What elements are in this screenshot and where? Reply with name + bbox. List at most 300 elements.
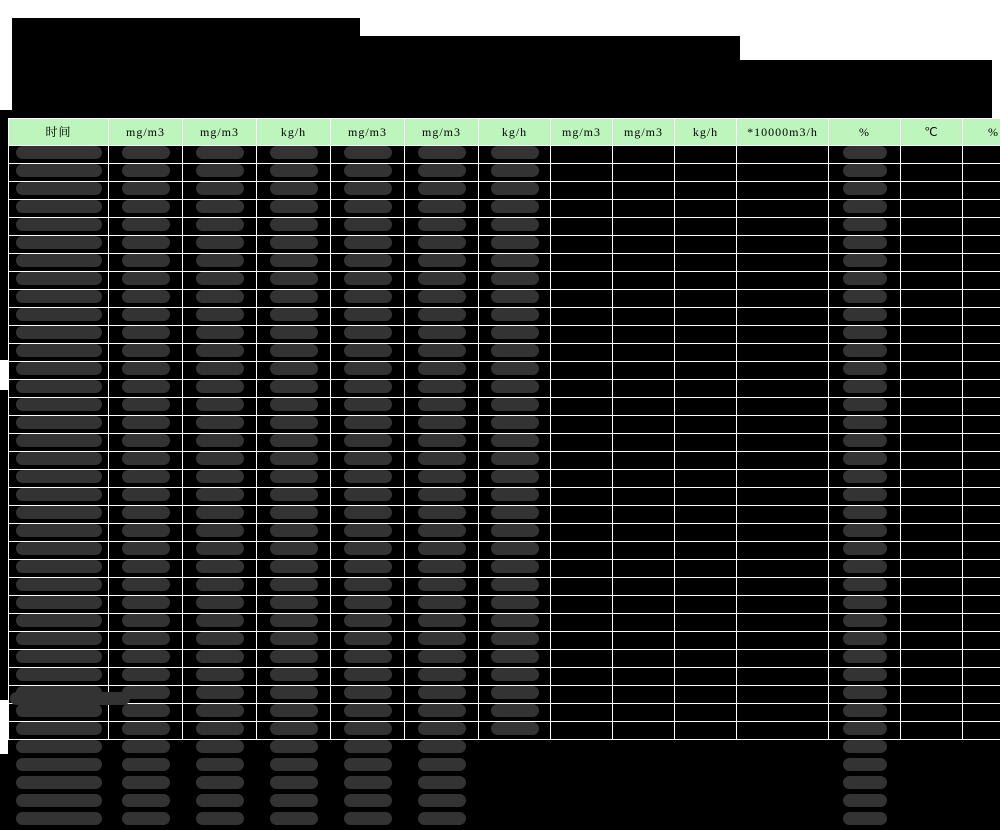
table-cell <box>405 272 479 290</box>
table-cell <box>405 398 479 416</box>
table-cell <box>901 344 963 362</box>
table-cell <box>963 704 1000 722</box>
table-cell <box>331 164 405 182</box>
redacted-value <box>843 326 887 339</box>
redacted-value <box>843 434 887 447</box>
table-row <box>9 470 1000 488</box>
redacted-value <box>418 164 466 177</box>
table-cell <box>183 560 257 578</box>
table-cell <box>613 506 675 524</box>
table-cell <box>109 506 183 524</box>
redacted-value <box>122 542 170 555</box>
table-cell <box>405 794 479 812</box>
table-cell <box>331 776 405 794</box>
redacted-value <box>418 254 466 267</box>
table-cell <box>9 722 109 740</box>
table-cell <box>479 632 551 650</box>
table-cell <box>9 254 109 272</box>
table-cell <box>737 236 829 254</box>
table-cell <box>405 470 479 488</box>
redacted-value <box>491 326 539 339</box>
table-cell <box>109 416 183 434</box>
table-cell <box>613 632 675 650</box>
table-row <box>9 686 1000 704</box>
redacted-value <box>122 632 170 645</box>
table-cell <box>901 254 963 272</box>
table-cell <box>109 362 183 380</box>
table-cell <box>9 416 109 434</box>
table-cell <box>331 272 405 290</box>
table-row <box>9 254 1000 272</box>
table-cell <box>737 146 829 164</box>
table-cell <box>613 308 675 326</box>
table-cell <box>109 596 183 614</box>
table-cell <box>829 668 901 686</box>
table-cell <box>9 200 109 218</box>
table-cell <box>405 758 479 776</box>
table-cell <box>257 272 331 290</box>
table-cell <box>613 812 675 830</box>
redacted-value <box>196 434 244 447</box>
table-cell <box>737 254 829 272</box>
table-cell <box>257 524 331 542</box>
table-cell <box>737 344 829 362</box>
redacted-value <box>843 182 887 195</box>
table-cell <box>257 200 331 218</box>
redacted-value <box>16 596 102 609</box>
redacted-value <box>16 650 102 663</box>
table-cell <box>901 560 963 578</box>
redacted-value <box>270 236 318 249</box>
table-cell <box>613 524 675 542</box>
table-cell <box>963 290 1000 308</box>
table-cell <box>963 614 1000 632</box>
redacted-value <box>418 686 466 699</box>
redacted-value <box>344 704 392 717</box>
table-cell <box>109 794 183 812</box>
redacted-value <box>418 308 466 321</box>
redacted-value <box>122 236 170 249</box>
table-cell <box>829 740 901 758</box>
redacted-value <box>270 416 318 429</box>
redacted-value <box>344 560 392 573</box>
redacted-value <box>270 344 318 357</box>
table-cell <box>257 560 331 578</box>
redacted-value <box>344 326 392 339</box>
redacted-value <box>491 164 539 177</box>
table-cell <box>963 596 1000 614</box>
table-cell <box>613 380 675 398</box>
table-cell <box>963 722 1000 740</box>
table-cell <box>551 308 613 326</box>
redacted-value <box>491 668 539 681</box>
table-cell <box>901 398 963 416</box>
table-cell <box>9 596 109 614</box>
table-cell <box>479 740 551 758</box>
table-cell <box>551 614 613 632</box>
redacted-value <box>122 776 170 789</box>
table-cell <box>675 488 737 506</box>
table-cell <box>901 308 963 326</box>
table-row <box>9 524 1000 542</box>
table-cell <box>9 308 109 326</box>
table-cell <box>183 704 257 722</box>
table-cell <box>613 650 675 668</box>
table-cell <box>613 326 675 344</box>
redacted-value <box>196 488 244 501</box>
table-cell <box>405 740 479 758</box>
table-cell <box>737 452 829 470</box>
redacted-value <box>270 362 318 375</box>
table-cell <box>183 506 257 524</box>
redacted-value <box>196 452 244 465</box>
redacted-value <box>16 344 102 357</box>
table-cell <box>613 722 675 740</box>
table-cell <box>901 236 963 254</box>
redacted-value <box>122 596 170 609</box>
table-cell <box>257 344 331 362</box>
redacted-value <box>843 146 887 159</box>
redacted-value <box>843 290 887 303</box>
table-cell <box>479 758 551 776</box>
redacted-value <box>270 434 318 447</box>
redacted-value <box>270 776 318 789</box>
redacted-value <box>843 470 887 483</box>
redacted-value <box>16 182 102 195</box>
table-row <box>9 272 1000 290</box>
table-cell <box>257 254 331 272</box>
table-cell <box>613 452 675 470</box>
table-cell <box>331 146 405 164</box>
redacted-value <box>843 398 887 411</box>
table-cell <box>675 146 737 164</box>
table-cell <box>901 632 963 650</box>
table-cell <box>9 272 109 290</box>
table-cell <box>829 722 901 740</box>
table-cell <box>109 524 183 542</box>
table-cell <box>675 344 737 362</box>
table-cell <box>109 614 183 632</box>
table-cell <box>331 290 405 308</box>
redacted-value <box>491 596 539 609</box>
table-cell <box>183 524 257 542</box>
table-cell <box>331 488 405 506</box>
table-cell <box>9 182 109 200</box>
table-cell <box>331 524 405 542</box>
table-cell <box>737 182 829 200</box>
table-cell <box>331 740 405 758</box>
table-cell <box>109 182 183 200</box>
table-row <box>9 326 1000 344</box>
table-cell <box>183 776 257 794</box>
table-cell <box>405 416 479 434</box>
table-cell <box>963 578 1000 596</box>
table-cell <box>479 542 551 560</box>
table-cell <box>257 650 331 668</box>
table-cell <box>737 650 829 668</box>
redacted-value <box>418 182 466 195</box>
redacted-value <box>491 614 539 627</box>
table-cell <box>829 470 901 488</box>
table-cell <box>675 164 737 182</box>
redacted-value <box>843 200 887 213</box>
table-cell <box>109 434 183 452</box>
table-cell <box>963 524 1000 542</box>
table-cell <box>109 200 183 218</box>
unit-header-cell: *10000m3/h <box>737 119 829 146</box>
table-row <box>9 560 1000 578</box>
redacted-value <box>196 146 244 159</box>
redacted-value <box>418 380 466 393</box>
redacted-value <box>196 398 244 411</box>
table-cell <box>405 704 479 722</box>
table-cell <box>963 668 1000 686</box>
redacted-value <box>270 578 318 591</box>
table-cell <box>331 614 405 632</box>
table-cell <box>551 416 613 434</box>
table-cell <box>675 542 737 560</box>
table-cell <box>183 398 257 416</box>
table-cell <box>737 200 829 218</box>
redacted-value <box>16 542 102 555</box>
redacted-value <box>122 794 170 807</box>
table-cell <box>551 758 613 776</box>
redacted-value <box>122 668 170 681</box>
table-cell <box>829 488 901 506</box>
table-cell <box>901 452 963 470</box>
table-cell <box>257 452 331 470</box>
table-cell <box>257 668 331 686</box>
redacted-value <box>122 182 170 195</box>
table-cell <box>613 434 675 452</box>
table-cell <box>109 668 183 686</box>
table-cell <box>183 578 257 596</box>
table-cell <box>829 236 901 254</box>
table-cell <box>405 434 479 452</box>
table-row <box>9 542 1000 560</box>
redacted-value <box>418 722 466 735</box>
table-cell <box>479 362 551 380</box>
table-cell <box>9 632 109 650</box>
table-row <box>9 164 1000 182</box>
redacted-value <box>344 542 392 555</box>
redacted-value <box>270 812 318 825</box>
table-cell <box>405 164 479 182</box>
redacted-value <box>270 524 318 537</box>
table-cell <box>405 182 479 200</box>
redacted-value <box>843 452 887 465</box>
redacted-value <box>270 794 318 807</box>
redacted-value <box>196 326 244 339</box>
table-cell <box>257 236 331 254</box>
table-cell <box>901 650 963 668</box>
table-cell <box>901 542 963 560</box>
redacted-value <box>843 344 887 357</box>
table-cell <box>613 758 675 776</box>
redacted-value <box>196 218 244 231</box>
table-cell <box>331 668 405 686</box>
table-cell <box>183 146 257 164</box>
redacted-value <box>270 668 318 681</box>
table-row <box>9 650 1000 668</box>
table-cell <box>9 398 109 416</box>
table-cell <box>963 308 1000 326</box>
redacted-value <box>418 344 466 357</box>
table-cell <box>551 398 613 416</box>
table-cell <box>331 308 405 326</box>
table-cell <box>257 488 331 506</box>
redacted-value <box>16 164 102 177</box>
table-cell <box>675 254 737 272</box>
table-unit-header-row <box>9 119 1000 146</box>
table-cell <box>405 344 479 362</box>
unit-header-cell: ℃ <box>901 119 963 146</box>
redacted-value <box>418 398 466 411</box>
table-cell <box>479 452 551 470</box>
table-cell <box>613 596 675 614</box>
redacted-value <box>843 362 887 375</box>
redacted-value <box>491 254 539 267</box>
redacted-value <box>491 488 539 501</box>
redacted-value <box>16 704 102 717</box>
table-cell <box>675 362 737 380</box>
table-cell <box>737 632 829 650</box>
redacted-value <box>344 506 392 519</box>
table-cell <box>901 614 963 632</box>
table-cell <box>9 668 109 686</box>
table-cell <box>109 542 183 560</box>
redacted-value <box>843 236 887 249</box>
table-cell <box>331 326 405 344</box>
table-cell <box>551 776 613 794</box>
table-cell <box>479 416 551 434</box>
redacted-value <box>344 200 392 213</box>
table-cell <box>183 470 257 488</box>
table-cell <box>9 704 109 722</box>
table-cell <box>963 506 1000 524</box>
redacted-value <box>418 596 466 609</box>
redacted-value <box>196 164 244 177</box>
redacted-value <box>418 614 466 627</box>
redacted-value <box>491 650 539 663</box>
table-cell <box>257 794 331 812</box>
redacted-value <box>196 524 244 537</box>
table-cell <box>829 308 901 326</box>
table-cell <box>331 758 405 776</box>
table-cell <box>675 704 737 722</box>
table-cell <box>551 668 613 686</box>
redacted-value <box>196 704 244 717</box>
table-cell <box>257 686 331 704</box>
table-cell <box>405 308 479 326</box>
redacted-value <box>16 740 102 753</box>
redacted-value <box>270 488 318 501</box>
table-cell <box>901 488 963 506</box>
table-cell <box>331 398 405 416</box>
table-cell <box>675 470 737 488</box>
table-cell <box>9 236 109 254</box>
table-cell <box>829 290 901 308</box>
table-cell <box>405 776 479 794</box>
table-cell <box>963 794 1000 812</box>
table-cell <box>963 812 1000 830</box>
table-cell <box>9 524 109 542</box>
redacted-value <box>843 704 887 717</box>
table-cell <box>183 290 257 308</box>
table-cell <box>829 776 901 794</box>
table-row <box>9 812 1000 830</box>
table-cell <box>109 164 183 182</box>
redacted-value <box>344 290 392 303</box>
table-cell <box>829 398 901 416</box>
table-cell <box>613 398 675 416</box>
table-cell <box>183 200 257 218</box>
table-cell <box>675 776 737 794</box>
table-cell <box>737 380 829 398</box>
redacted-value <box>16 668 102 681</box>
redacted-value <box>491 362 539 375</box>
redacted-value <box>418 506 466 519</box>
table-cell <box>675 380 737 398</box>
table-cell <box>829 632 901 650</box>
table-cell <box>183 758 257 776</box>
table-cell <box>183 542 257 560</box>
table-cell <box>479 218 551 236</box>
redacted-value <box>491 416 539 429</box>
table-cell <box>9 470 109 488</box>
redacted-value <box>270 596 318 609</box>
table-cell <box>257 470 331 488</box>
table-cell <box>109 650 183 668</box>
redacted-value <box>491 344 539 357</box>
table-cell <box>479 668 551 686</box>
redacted-value <box>122 740 170 753</box>
table-cell <box>479 344 551 362</box>
table-cell <box>963 398 1000 416</box>
table-cell <box>901 200 963 218</box>
table-cell <box>331 380 405 398</box>
redacted-value <box>196 686 244 699</box>
table-cell <box>479 290 551 308</box>
table-cell <box>331 650 405 668</box>
table-cell <box>963 776 1000 794</box>
redacted-value <box>122 614 170 627</box>
redacted-value <box>344 686 392 699</box>
redacted-value <box>16 812 102 825</box>
redacted-value <box>196 254 244 267</box>
table-cell <box>551 524 613 542</box>
table-cell <box>613 200 675 218</box>
table-cell <box>183 632 257 650</box>
table-cell <box>109 326 183 344</box>
table-cell <box>479 650 551 668</box>
table-cell <box>183 668 257 686</box>
table-cell <box>551 740 613 758</box>
table-cell <box>613 146 675 164</box>
redacted-value <box>270 290 318 303</box>
table-cell <box>109 452 183 470</box>
table-row <box>9 344 1000 362</box>
table-cell <box>257 434 331 452</box>
table-cell <box>551 812 613 830</box>
redacted-value <box>122 524 170 537</box>
redacted-value <box>843 524 887 537</box>
table-cell <box>901 758 963 776</box>
redacted-value <box>491 146 539 159</box>
redacted-value <box>344 488 392 501</box>
table-cell <box>405 452 479 470</box>
redacted-value <box>122 362 170 375</box>
